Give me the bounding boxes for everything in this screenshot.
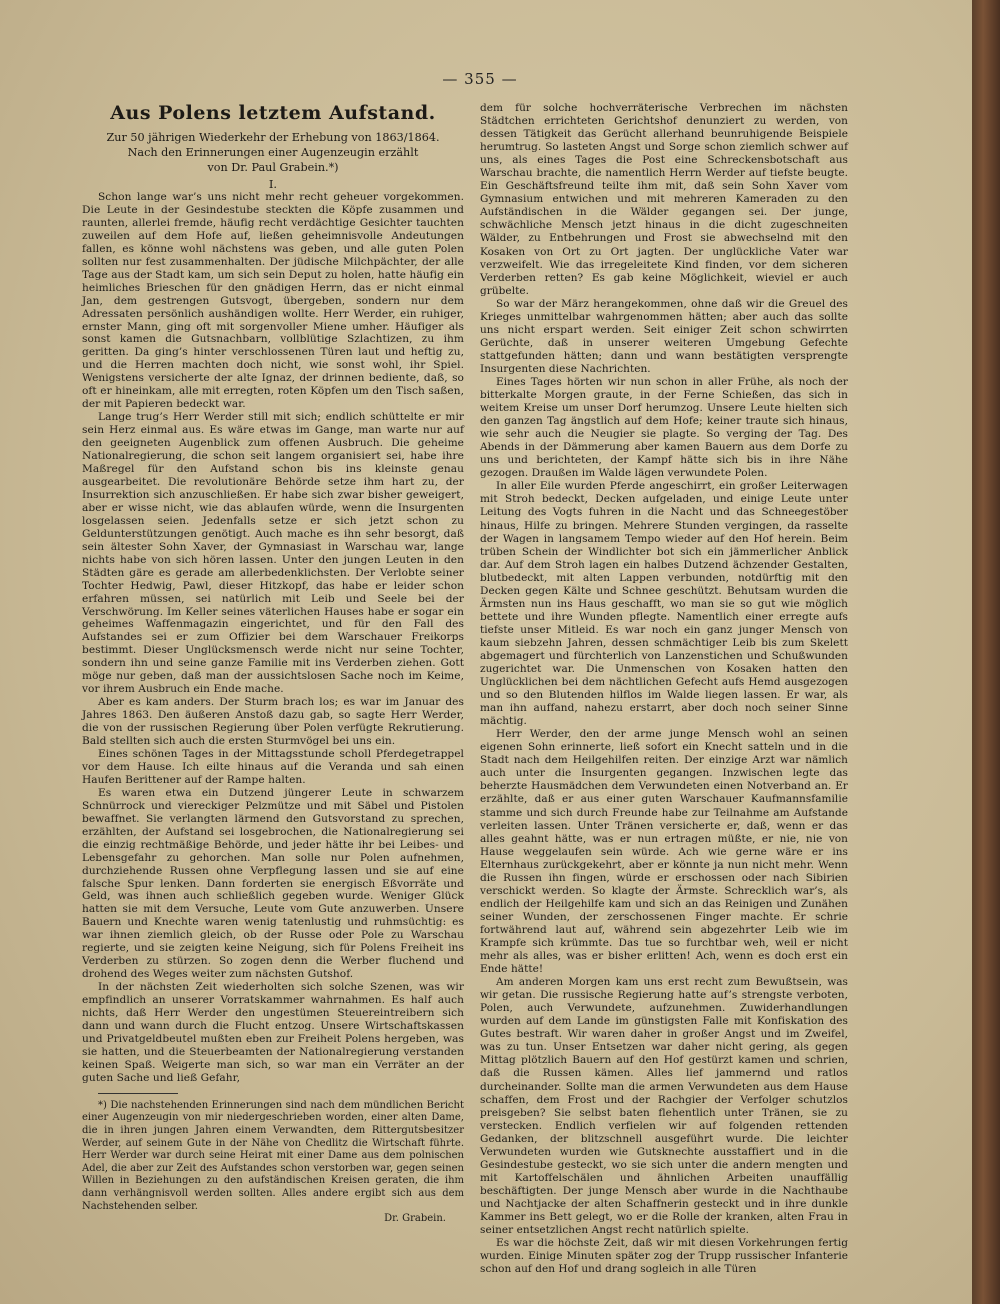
paragraph: Herr Werder, den der arme junge Mensch wohl an seinen eigenen Sohn erinnerte, ließ sofort ein Knecht satteln und in die Stadt nach dem Heilgehilfen reiten. Der einzige Arzt war nämlich auch unter die Insurgenten gegangen. Inzwischen legte das beherzte Hausmädchen dem Verwundeten einen Notverband an. Er erzählte, daß er aus einer guten Warschauer Kaufmannsfamilie stamme und sich durch Freunde habe zur Teilnahme am Aufstande verleiten lassen. Unter Tränen versicherte er, daß, wenn er das alles geahnt hätte, was er nun ertragen müßte, er nie, nie von Hause weggelaufen sein würde. Ach wie gerne wäre er ins Elternhaus zurückgekehrt, aber er könnte ja nun nicht mehr. Wenn die Russen ihn fingen, würde er erschossen oder nach Sibirien verschickt werden. So klagte der Ärmste. Schrecklich war’s, als endlich der Heilgehilfe kam und sich an das Reinigen und Zunähen seiner Wunden, der zerschossenen Finger machte. Er schrie fortwährend laut auf, während sein abgezehrter Leib wie im Krampfe sich krümmte. Das tue so furchtbar weh, weil er nicht mehr als alles, was er bisher erlitten! Ach, wenn es doch erst ein Ende hätte! xyxy=(480,728,848,976)
paragraph: Schon lange war’s uns nicht mehr recht geheuer vorgekommen. Die Leute in der Gesindestube steckten die Köpfe zusammen und raunten, allerlei fremde, häufig recht verdächtige Gesichter tauchten zuweilen auf dem Hofe auf, ließen geheimnisvolle Andeutungen fallen, es könne wohl nächstens was geben, und alle guten Polen sollten nur fest zusammenhalten. Der jüdische Milchpächter, der alle Tage aus der Stadt kam, um sich sein Deput zu holen, hatte häufig ein heimliches Brieschen für den gnädigen Herrn, das er nicht einmal Jan, dem gestrengen Gutsvogt, übergeben, sondern nur dem Adressaten persönlich aushändigen wollte. Herr Werder, ein ruhiger, ernster Mann, ging oft mit sorgenvoller Miene umher. Häufiger als sonst kamen die Gutsnachbarn, vollblütige Szlachtizen, zu ihm geritten. Da ging’s hinter verschlossenen Türen laut und heftig zu, und die Herren machten doch nicht, wie sonst wohl, ihr Spiel. Wenigstens versicherte der alte Ignaz, der drinnen bediente, daß, so oft er hineinkam, alle mit erregten, roten Köpfen um den Tisch saßen, der mit Papieren bedeckt war. xyxy=(82,191,464,411)
footnote-text: *) Die nachstehenden Erinnerungen sind nach dem mündlichen Bericht einer Augenzeugin von mir niedergeschrieben worden, einer alten Dame, die in ihren jungen Jahren einem Verwandten, dem Rittergutsbesitzer Werder, auf seinem Gute in der Nähe von Chedlitz die Wirtschaft führte. Herr Werder war durch seine Heirat mit einer Dame aus dem polnischen Adel, die aber zur Zeit des Aufstandes schon verstorben war, gegen seinen Willen in Beziehungen zu den aufständischen Kreisen geraten, die ihm dann verhängnisvoll werden sollten. Alles andere ergibt sich aus dem Nachstehenden selber. xyxy=(82,1099,464,1212)
paragraph: So war der März herangekommen, ohne daß wir die Greuel des Krieges unmittelbar wahrgenommen hätten; aber auch das sollte uns nicht erspart werden. Seit einiger Zeit schon schwirrten Gerüchte, daß in unserer weiteren Umgebung Gefechte stattgefunden hätten; dann und wann bestätigten versprengte Insurgenten diese Nachrichten. xyxy=(480,297,848,375)
article-author: von Dr. Paul Grabein.*) xyxy=(207,161,339,174)
paragraph: Es war die höchste Zeit, daß wir mit diesen Vorkehrungen fertig wurden. Einige Minuten später zog der Trupp russischer Infanterie schon auf den Hof und drang sogleich in alle Türen xyxy=(480,1237,848,1276)
footnote xyxy=(82,1100,464,1224)
right-column xyxy=(480,102,848,1276)
page-number: — 355 — xyxy=(442,70,518,88)
right-body xyxy=(480,102,848,1276)
paragraph: Am anderen Morgen kam uns erst recht zum Bewußtsein, was wir getan. Die russische Regierung hatte auf’s strengste verboten, Polen, auch Verwundete, aufzunehmen. Zuwiderhandlungen wurden auf dem Lande im günstigsten Falle mit Konfiskation des Gutes bestraft. Wir waren daher in großer Angst und im Zweifel, was zu tun. Unser Entsetzen war daher nicht gering, als gegen Mittag plötzlich Bauern auf den Hof gestürzt kamen und schrien, daß die Russen kämen. Alles lief jammernd und ratlos durcheinander. Sollte man die armen Verwundeten aus dem Hause schaffen, dem Frost und der Rachgier der Verfolger schutzlos preisgeben? Sie selbst baten flehentlich unter Tränen, sie zu verstecken. Endlich verfielen wir auf folgenden rettenden Gedanken, der blitzschnell ausgeführt wurde. Die leichter Verwundeten wurden wie Gutsknechte ausstaffiert und in die Gesindestube gesteckt, wo sie sich unter die andern mengten und mit Kartoffelschälen und ähnlichen Arbeiten unauffällig beschäftigten. Der junge Mensch aber wurde in die Nachthaube und Nachtjacke der alten Schaffnerin gesteckt und in ihre dunkle Kammer ins Bett gelegt, wo er die Rolle der kranken, alten Frau in seiner entsetzlichen Angst recht natürlich spielte. xyxy=(480,976,848,1237)
article-subtitle-1: Zur 50 jährigen Wiederkehr der Erhebung von 1863/1864. xyxy=(106,131,440,144)
left-column xyxy=(82,102,464,1224)
paragraph: In aller Eile wurden Pferde angeschirrt, ein großer Leiterwagen mit Stroh bedeckt, Decken aufgeladen, und einige Leute unter Leitung des Vogts fuhren in die Nacht und das Schneegestöber hinaus, Hilfe zu bringen. Mehrere Stunden vergingen, da rasselte der Wagen in langsamem Tempo wieder auf den Hof herein. Beim trüben Schein der Windlichter bot sich ein jämmerlicher Anblick dar. Auf dem Stroh lagen ein halbes Dutzend ächzender Gestalten, blutbedeckt, mit alten Lappen verbunden, notdürftig mit den Decken gegen Kälte und Schnee geschützt. Behutsam wurden die Ärmsten nun ins Haus geschafft, wo man sie so gut wie möglich bettete und ihre Wunden pflegte. Namentlich einer erregte aufs tiefste unser Mitleid. Es war noch ein ganz junger Mensch von kaum siebzehn Jahren, dessen schmächtiger Leib bis zum Skelett abgemagert und fürchterlich von Lanzenstichen und Schußwunden zugerichtet war. Die Unmenschen von Kosaken hatten den Unglücklichen bei dem nächtlichen Gefecht aufs Hemd ausgezogen und so den Blutenden hilflos im Walde liegen lassen. Er war, als man ihn auffand, nahezu erstarrt, aber doch noch seiner Sinne mächtig. xyxy=(480,480,848,728)
left-body xyxy=(82,191,464,1085)
article-title: Aus Polens letztem Aufstand. xyxy=(110,102,436,124)
paragraph: Lange trug’s Herr Werder still mit sich; endlich schüttelte er mir sein Herz einmal aus. Es wäre etwas im Gange, man warte nur auf den geeigneten Augenblick zum offenen Ausbruch. Die geheime Nationalregierung, die schon seit langem organisiert sei, habe ihre Maßregel für den Aufstand schon bis ins kleinste genau ausgearbeitet. Die revolutionäre Behörde setze ihm hart zu, der Insurrektion sich anzuschließen. Er habe sich zwar bisher geweigert, aber er wisse nicht, wie das ablaufen würde, wenn die Insurgenten losgelassen seien. Jedenfalls setze er sich jetzt schon zu Geldunterstützungen genötigt. Auch mache es ihn sehr besorgt, daß sein ältester Sohn Xaver, der Gymnasiast in Warschau war, lange nichts habe von sich hören lassen. Unter den jungen Leuten in den Städten gäre es gerade am allerbedenklichsten. Der Verlobte seiner Tochter Hedwig, Pawl, dieser Hitzkopf, das habe er leider schon erfahren müssen, sei natürlich mit Leib und Seele bei der Verschwörung. Im Keller seines väterlichen Hauses habe er sogar ein geheimes Waffenmagazin eingerichtet, und für den Fall des Aufstandes sei er zum Offizier bei dem Warschauer Freikorps bestimmt. Dieser Unglücksmensch werde nicht nur seine Tochter, sondern ihn und seine ganze Familie mit ins Verderben ziehen. Gott möge nur geben, daß man der aussichtslosen Sache noch im Keime, vor ihrem Ausbruch ein Ende mache. xyxy=(82,411,464,696)
book-spine xyxy=(972,0,1000,1304)
paragraph: Aber es kam anders. Der Sturm brach los; es war im Januar des Jahres 1863. Den äußeren Anstoß dazu gab, so sagte Herr Werder, die von der russischen Regierung über Polen verfügte Rekrutierung. Bald stellten sich auch die ersten Sturmvögel bei uns ein. xyxy=(82,696,464,748)
paragraph: dem für solche hochverräterische Verbrechen im nächsten Städtchen errichteten Gerichtshof denunziert zu werden, von dessen Tätigkeit das Gerücht allerhand beunruhigende Beispiele herumtrug. So lasteten Angst und Sorge schon ziemlich schwer auf uns, als eines Tages die Post eine Schreckensbotschaft aus Warschau brachte, die namentlich Herrn Werder auf tiefste beugte. Ein Geschäftsfreund teilte ihm mit, daß sein Sohn Xaver vom Gymnasium entwichen und mit mehreren Kameraden zu den Aufständischen in die Wälder gegangen sei. Der junge, schwächliche Mensch jetzt hinaus in die dicht zugeschneiten Wälder, zu Entbehrungen und Frost sie abwechselnd mit den Kosaken von Ort zu Ort jagten. Der unglückliche Vater war verzweifelt. Wie das irregeleitete Kind finden, vor dem sicheren Verderben retten? Es gab keine Möglichkeit, wieviel er auch grübelte. xyxy=(480,102,848,297)
paragraph: Eines schönen Tages in der Mittagsstunde scholl Pferdegetrappel vor dem Hause. Ich eilte hinaus auf die Veranda und sah einen Haufen Berittener auf der Rampe halten. xyxy=(82,747,464,786)
footnote-divider xyxy=(98,1093,178,1094)
section-number: I. xyxy=(268,177,278,191)
paragraph: Es waren etwa ein Dutzend jüngerer Leute in schwarzem Schnürrock und viereckiger Pelzmütze und mit Säbel und Pistolen bewaffnet. Sie verlangten lärmend den Gutsvorstand zu sprechen, erzählten, der Aufstand sei losgebrochen, die Nationalregierung sei die einzig rechtmäßige Behörde, und jeder hätte ihr bei Leibes- und Lebensgefahr zu gehorchen. Man solle nur Polen aufnehmen, durchziehende Russen ohne Verpflegung lassen und sie auf eine falsche Spur lenken. Dann forderten sie energisch Eßvorräte und Geld, was ihnen auch schließlich gegeben wurde. Weniger Glück hatten sie mit dem Versuche, Leute vom Gute anzuwerben. Unsere Bauern und Knechte waren wenig tatenlustig und ruhmsüchtig: es war ihnen ziemlich gleich, ob der Russe oder Pole zu Warschau regierte, und sie zeigten keine Neigung, sich für Polens Freiheit ins Verderben zu stürzen. So zogen denn die Werber fluchend und drohend des Weges weiter zum nächsten Gutshof. xyxy=(82,786,464,981)
footnote-signature: Dr. Grabein. xyxy=(384,1213,446,1225)
paragraph: Eines Tages hörten wir nun schon in aller Frühe, als noch der bitterkalte Morgen graute, in der Ferne Schießen, das sich in weitem Kreise um unser Dorf herumzog. Unsere Leute hielten sich den ganzen Tag ängstlich auf dem Hofe; keiner traute sich hinaus, wie sehr auch die Neugier sie plagte. So verging der Tag. Des Abends in der Dämmerung aber kamen Bauern aus dem Dorfe zu uns und berichteten, der Kampf hätte sich bis in ihre Nähe gezogen. Draußen im Walde lägen verwundete Polen. xyxy=(480,375,848,480)
article-subtitle-2: Nach den Erinnerungen einer Augenzeugin erzählt xyxy=(127,146,419,159)
paragraph: In der nächsten Zeit wiederholten sich solche Szenen, was wir empfindlich an unserer Vorratskammer wahrnahmen. Es half auch nichts, daß Herr Werder den ungestümen Steuereintreibern sich dann und wann durch die Flucht entzog. Unsere Wirtschaftskassen und Privatgeldbeutel mußten eben zur Freiheit Polens hergeben, was sie hatten, und die Steuerbeamten der Nationalregierung verstanden keinen Spaß. Weigerte man sich, so war man ein Verräter an der guten Sache und ließ Gefahr, xyxy=(82,981,464,1084)
